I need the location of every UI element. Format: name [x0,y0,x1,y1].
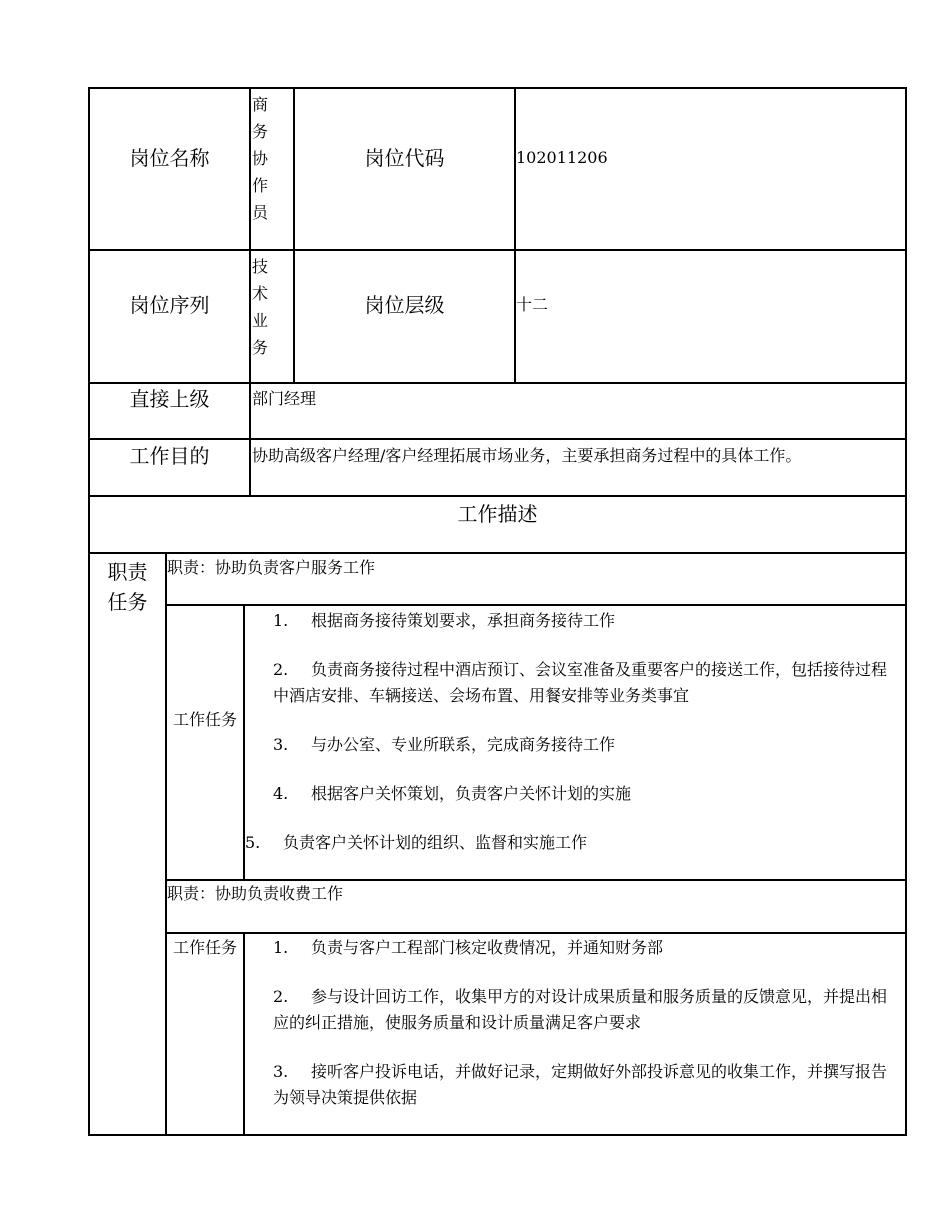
task-text: 负责商务接待过程中酒店预订、会议室准备及重要客户的接送工作，包括接待过程中酒店安排、车辆接送、会场布置、用餐安排等业务类事宜 [273,660,888,705]
task-number: 4. [273,784,289,803]
duty-1-task-4 [273,781,893,807]
position-name-label: 岗位名称 [129,146,210,170]
duty-1-task-5 [245,830,893,856]
task-text: 参与设计回访工作，收集甲方的对设计成果质量和服务质量的反馈意见，并提出相应的纠正措施，使服务质量和设计质量满足客户要求 [273,987,888,1032]
duty-1-task-1 [273,608,893,634]
position-level-value: 十二 [516,295,549,314]
duty-task-column-label: 职责任务 [107,560,148,614]
task-text: 根据客户关怀策划，负责客户关怀计划的实施 [311,784,632,803]
position-level-label: 岗位层级 [364,293,445,317]
work-description-title: 工作描述 [457,502,538,526]
duty-2-task-label: 工作任务 [172,938,237,957]
duty-2-task-2 [273,984,893,1036]
task-number: 2. [273,660,289,679]
position-name-value: 商务协作员 [252,95,269,222]
position-code-value: 102011206 [516,148,608,167]
duty-2-task-3 [273,1059,893,1111]
direct-superior-value: 部门经理 [252,389,317,408]
duty-1-task-2 [273,657,893,709]
position-code-label: 岗位代码 [364,146,445,170]
position-series-label: 岗位序列 [129,293,210,317]
duty-2-task-1 [273,935,893,961]
task-number: 3. [273,1062,289,1081]
task-number: 3. [273,735,289,754]
task-number: 2. [273,987,289,1006]
duty-1-task-label: 工作任务 [172,710,237,729]
work-purpose-label: 工作目的 [129,444,210,468]
direct-superior-label: 直接上级 [129,387,210,411]
position-series-value: 技术业务 [252,257,269,357]
task-number: 1. [273,938,289,957]
task-number: 5. [245,833,261,852]
task-text: 根据商务接待策划要求，承担商务接待工作 [311,611,616,630]
task-text: 负责与客户工程部门核定收费情况，并通知财务部 [311,938,664,957]
task-text: 负责客户关怀计划的组织、监督和实施工作 [283,833,588,852]
duty-1-task-3 [273,732,893,758]
work-purpose-value: 协助高级客户经理/客户经理拓展市场业务，主要承担商务过程中的具体工作。 [252,446,802,465]
task-text: 接听客户投诉电话，并做好记录，定期做好外部投诉意见的收集工作，并撰写报告为领导决策提供依据 [273,1062,888,1107]
duty-1-title: 职责：协助负责客户服务工作 [167,558,376,577]
duty-2-title: 职责：协助负责收费工作 [167,884,344,903]
task-text: 与办公室、专业所联系，完成商务接待工作 [311,735,616,754]
task-number: 1. [273,611,289,630]
